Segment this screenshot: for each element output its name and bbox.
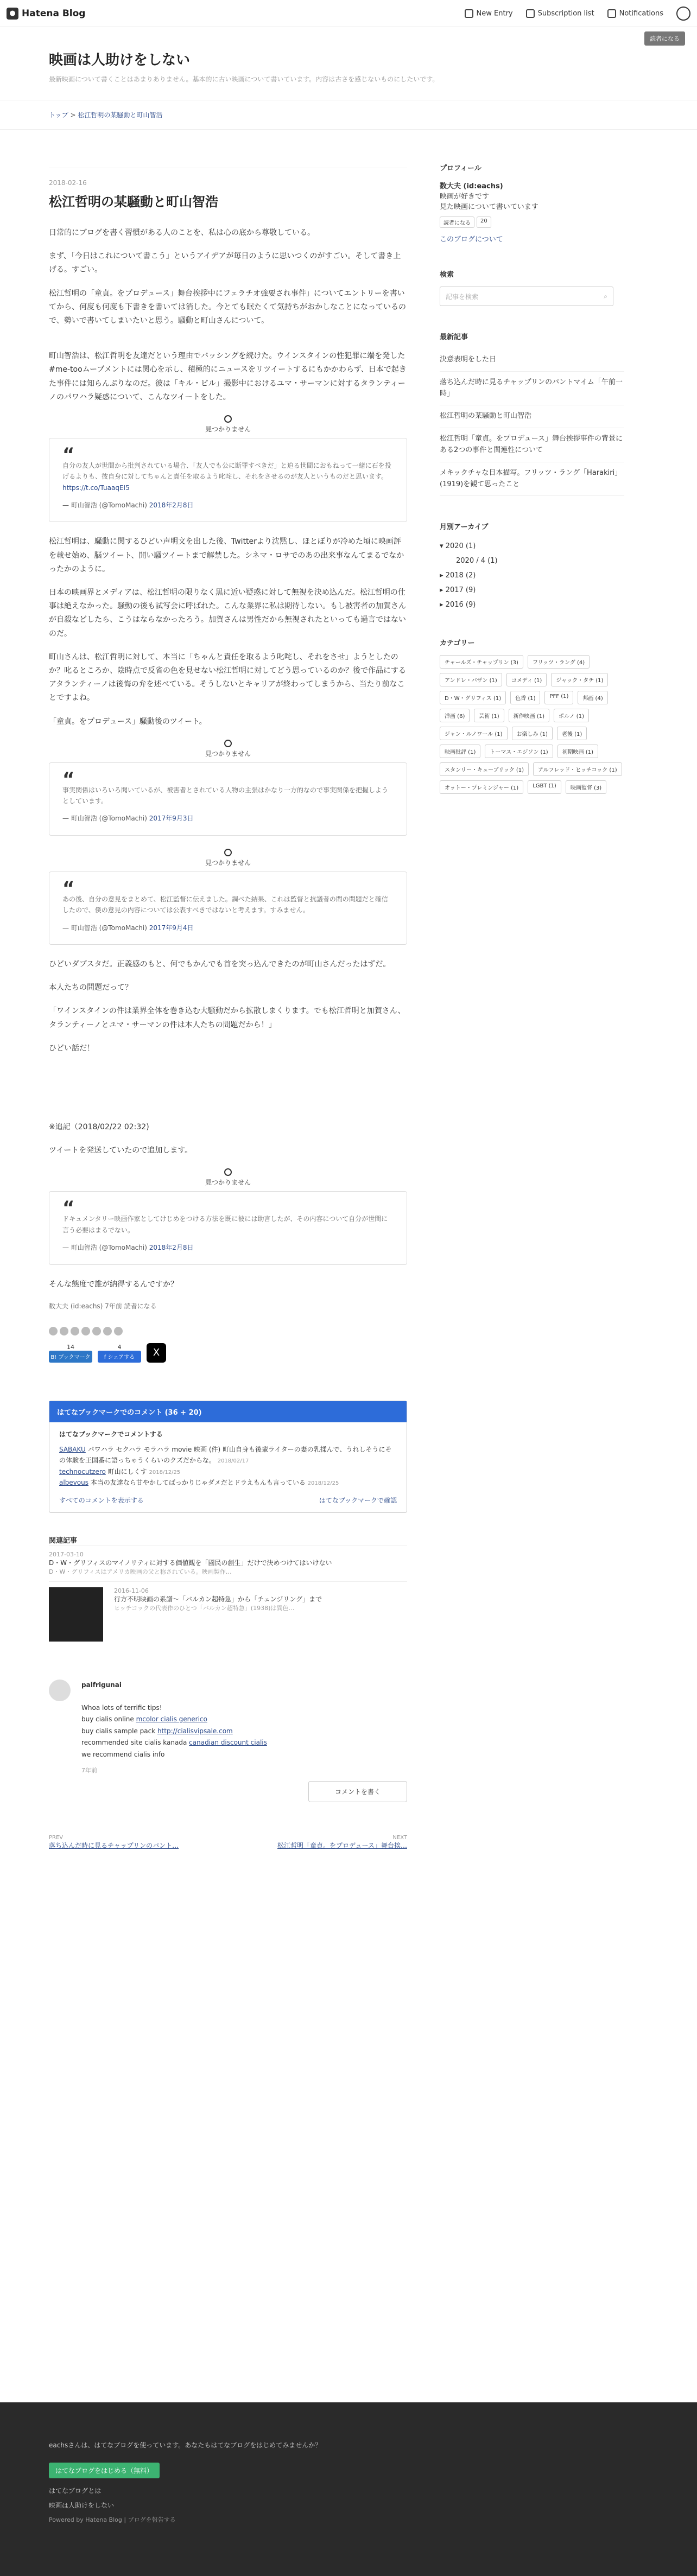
bookmark-user-icons (49, 1327, 407, 1335)
entry-body (49, 226, 407, 1292)
subscription-link[interactable]: Subscription list (526, 9, 594, 18)
paragraph: 「ワインスタインの件は業界全体を巻き込む大騒動だから拡散しまくります。でも松江哲明と加賀さん、タランティーノとユマ・サーマンの件は本人たちの問題だから！」 (49, 1007, 405, 1029)
blog-title[interactable]: 映画は人助けをしない (49, 52, 191, 68)
tweet-date-link[interactable]: 2017年9月4日 (149, 924, 194, 932)
category-tag[interactable]: D・W・グリフィス (1) (440, 691, 506, 704)
about-hatena-link[interactable]: はてなブログとは (49, 2487, 102, 2495)
paragraph: まず、「今日はこれについて書こう」というアイデアが毎日のように思いつくのがすごい。そして書き上げる。すごい。 (49, 252, 401, 275)
prev-entry-link[interactable]: 落ち込んだ時に見るチャップリンのパント… (49, 1842, 179, 1850)
category-tag[interactable]: コメディ (1) (506, 673, 547, 686)
commenter-name[interactable]: palfrigunai (81, 1681, 122, 1689)
show-all-comments[interactable]: すべてのコメントを表示する (59, 1496, 144, 1504)
bookmark-item: albevous 本当の友達なら甘やかしてばっかりじゃダメだとドラえもんも言っている 2018/12/25 (59, 1479, 339, 1487)
tweet-embed: “ 自分の友人が世間から批判されている場合、「友人でも公に断罪すべきだ」と迫る世間におもねって一緒に石を投げるよりも、彼自身に対してちゃんと責任を取るよう叱咤し、それをさせるのが友人というものだと思います。 https://t.co/TuaaqEI5 — 町山智浩 (@TomoMachi) 2018年2月8日 (49, 438, 407, 523)
blog-description: 最新映画について書くことはあまりありません。基本的に古い映画について書いています。内容は古さを感じないものにしたいです。 (49, 75, 439, 83)
archive-year[interactable]: ▸ 2018 (2) (440, 571, 476, 580)
tweet-embed: “ ドキュメンタリー映画作家としてけじめをつける方法を既に彼には助言したが、その内容について自分が世間に言う必要はまるでない。 — 町山智浩 (@TomoMachi) 2018年2月8日 (49, 1191, 407, 1264)
paragraph: ひどいダブスタだ。正義感のもと、何でもかんでも首を突っ込んできたのが町山さんだったはずだ。 (49, 960, 391, 969)
category-tag[interactable]: スタンリー・キューブリック (1) (440, 762, 529, 776)
category-tag[interactable]: 初期映画 (1) (557, 745, 598, 758)
user-icon[interactable] (81, 1327, 90, 1335)
x-share-button[interactable]: X (147, 1343, 166, 1363)
related-item[interactable]: 2017-03-10 D・W・グリフィスのマイノリティに対する価値観を「國民の創生」だけで決めつけてはいけない D・W・グリフィスはアメリカ映画の父と称されている。映画製作… (49, 1545, 407, 1581)
sidebar (440, 130, 624, 1910)
paragraph: 日本の映画界とメディアは、松江哲明の限りなく黒に近い疑惑に対して無視を決め込んだ。松江哲明の仕事は絶えなかった。騒動の後も試写会に呼ばれた。こんな業界に私は期待しない。もし被害者の加賀さんが自殺などしたら、こうはならなかったろう。加賀さんは男性だから無視されたといっても過言ではないのだ。 (49, 588, 406, 638)
share-buttons: 14 B! ブックマーク 4 f シェアする X (49, 1343, 407, 1363)
tweet-date-link[interactable]: 2017年9月3日 (149, 815, 194, 823)
paragraph: ツイートを発送していたので追加します。 (49, 1146, 193, 1155)
quote-icon: “ (62, 1197, 75, 1219)
info-icon (224, 740, 232, 747)
comment: palfrigunai Whoa lots of terrific tips! buy cialis online mcolor cialis generico buy cialis sample pack http://cialisvipsale.com recommended site cialis kanada canadian discount cialis we recommend cialis info 7年前 (49, 1680, 407, 1776)
add-bookmark-comment[interactable]: はてなブックマークでコメントする (59, 1430, 163, 1438)
user-icon[interactable] (60, 1327, 68, 1335)
category-tag[interactable]: 映画批評 (1) (440, 745, 480, 758)
category-module: カテゴリー チャールズ・チャップリン (3) フリッツ・ラング (4) アンドレ・バザン (1) コメディ (1) ジャック・タチ (1) D・W・グリフィス (1) 色香 (1) PFF (1) 邦画 (4) 洋画 (6) 芸術 (1) 新作映画 (1) ポルノ (1) ジャン・ルノワール (1) お楽しみ (1) 老後 (1) 映画批評 (1) トーマス・エジソン (1) 初期映画 (1) スタンリー・キューブリック (1) アルフレッド・ヒッチコック (1) オットー・プレミンジャー (1) LGBT (1) 映画監督 (3) (440, 637, 624, 794)
confirm-bookmark[interactable]: はてなブックマークで確認 (319, 1496, 397, 1504)
next-entry-link[interactable]: 松江哲明「童貞。をプロデュース」舞台挨… (277, 1842, 407, 1850)
embed-notfound: 見つかりません (49, 849, 407, 867)
bookmark-item: technocutzero 町山にしくす 2018/12/25 (59, 1467, 181, 1475)
breadcrumb: トップ > 松江哲明の某騒動と町山智浩 (0, 100, 697, 130)
category-tag[interactable]: ジャン・ルノワール (1) (440, 727, 508, 740)
breadcrumb-current[interactable]: 松江哲明の某騒動と町山智浩 (78, 111, 163, 119)
bookmark-item: SABAKU パワハラ セクハラ モラハラ movie 映画 (件) 町山自身も後輩ライターの妻の乳揉んで、うれしそうにその体験を王国番に語っちゃうくらいのクズだからな。 2018/02/17 (59, 1446, 392, 1465)
category-tag[interactable]: お楽しみ (1) (512, 727, 553, 740)
hatena-logo-icon: ● (7, 8, 18, 20)
tweet-embed: “ 事実関係はいろいろ聞いているが、被害者とされている人物の主張はかなり一方的なので事実関係を把握しようとしています。 — 町山智浩 (@TomoMachi) 2017年9月3日 (49, 762, 407, 836)
profile-name[interactable]: 数大夫 (id:eachs) (440, 182, 503, 190)
paragraph: 「童貞。をプロデュース」騒動後のツイート。 (49, 717, 207, 726)
user-icon[interactable] (71, 1327, 79, 1335)
main-column (49, 130, 407, 1910)
user-icon[interactable] (103, 1327, 112, 1335)
pager: PREV 落ち込んだ時に見るチャップリンのパント… NEXT 松江哲明「童貞。をプロデュース」舞台挨… (49, 1835, 407, 1850)
category-tag[interactable]: フリッツ・ラング (4) (528, 655, 590, 669)
about-blog-link[interactable]: このブログについて (440, 236, 503, 244)
entry-title[interactable]: 松江哲明の某騒動と町山智浩 (49, 194, 218, 209)
bookmark-comments (49, 1401, 407, 1513)
bookmark-comments-header: はてなブックマークでのコメント (36 + 20) (49, 1401, 407, 1422)
paragraph: 町山さんは、松江哲明に対して、本当に「ちゃんと責任を取るよう叱咤し、それをさせ」ようとしたのか？叱るところか、陰時点で反省の色を見せない松江哲明に対してどう思っているのか？後で作品にするアタランティーノは後悔の弁を述べている。そうしないとキャリアが終わってしまうから、当たり前なことですよね。 (49, 652, 406, 703)
paragraph: 松江哲明の「童貞。をプロデュース」舞台挨拶中にフェラチオ強要され事件」についてエントリーを書いてから、何度も何度も下書きを書いては消した。今とても眠たくて気持ちがおかしなことになっているので、勢いで書いてしまいたいと思う。騒動と町山さんについて。 (49, 289, 406, 325)
new-entry-link[interactable]: New Entry (465, 9, 513, 18)
search-module: 検索 記事を検索 ⌕ (440, 269, 624, 306)
paragraph: 町山智浩は、松江哲明を友達だという理由でバッシングを続けた。ウインスタインの性犯罪に端を発した#me-tooムーブメントには関心を示し、積極的にニュースをリツイートするにもかかわらず、日本で起きた事件には知らんぷりなのだ。彼は「キル・ビル」撮影中におけるユマ・サーマンに対するタランティーノのパワハラ疑惑について、こんなツイートをした。 (49, 352, 407, 402)
category-tag[interactable]: 邦画 (4) (578, 691, 607, 704)
paragraph: ひどい話だ！ (49, 1044, 94, 1053)
recent-item[interactable]: 松江哲明の某騒動と町山智浩 (440, 405, 624, 428)
top-links (465, 7, 690, 21)
recent-item[interactable]: 落ち込んだ時に見るチャップリンのパントマイム「午前一時」 (440, 372, 624, 406)
footer: eachsさんは、はてなブログを使っています。あなたもはてなブログをはじめてみませんか？ はてなブログをはじめる（無料） はてなブログとは 映画は人助けをしない Powered by Hatena Blog | ブログを報告する (0, 2402, 697, 2576)
category-tag[interactable]: 新作映画 (1) (509, 709, 549, 722)
category-tag[interactable]: アルフレッド・ヒッチコック (1) (533, 762, 622, 776)
bell-icon (607, 9, 616, 18)
category-tag[interactable]: 洋画 (6) (440, 709, 470, 722)
info-icon (224, 849, 232, 856)
embed-notfound: 見つかりません (49, 415, 407, 434)
paragraph: 日常的にブログを書く習慣がある人のことを、私は心の底から尊敬している。 (49, 228, 315, 237)
archive-year[interactable]: ▾ 2020 (1) (440, 542, 476, 551)
archive-year[interactable]: ▸ 2016 (9) (440, 601, 476, 609)
recent-item[interactable]: 決意表明をした日 (440, 349, 624, 372)
category-tag[interactable]: 芸術 (1) (474, 709, 504, 722)
category-tag[interactable]: ポルノ (1) (554, 709, 589, 722)
breadcrumb-top[interactable]: トップ (49, 111, 68, 119)
info-icon (224, 415, 232, 423)
category-tag[interactable]: 映画監督 (3) (566, 780, 606, 794)
logo-text: Hatena Blog (22, 8, 86, 19)
archive-module: 月別アーカイブ ▾ 2020 (1) 2020 / 4 (1) ▸ 2018 (2) ▸ 2017 (9) ▸ 2016 (9) (440, 521, 624, 612)
paragraph: 松江哲明は、騒動に関するひどい声明文を出した後、Twitterより沈黙し、ほとぼりが冷めた頃に映画評を載せ始め、脳ツイート、開い騒ツイートまで解禁した。シネマ・ロサでのあの出来事なんてまるでなかったかのように。 (49, 537, 404, 574)
category-tag[interactable]: トーマス・エジソン (1) (485, 745, 553, 758)
subscribe-button[interactable]: 読者になる (644, 31, 685, 46)
embed-notfound: 見つかりません (49, 740, 407, 758)
facebook-share-button[interactable]: f シェアする (98, 1351, 141, 1363)
list-icon (526, 9, 535, 18)
hatena-bookmark-button[interactable]: B! ブックマーク (49, 1351, 92, 1363)
start-blog-button[interactable]: はてなブログをはじめる（無料） (49, 2463, 160, 2478)
category-tag[interactable]: 色香 (1) (510, 691, 540, 704)
user-icon[interactable] (92, 1327, 101, 1335)
notifications-link[interactable]: Notifications (607, 9, 663, 18)
quote-icon: “ (62, 443, 75, 466)
user-icon[interactable] (114, 1327, 123, 1335)
hatena-logo[interactable] (7, 8, 85, 20)
quote-icon: “ (62, 877, 75, 899)
category-tag[interactable]: オットー・プレミンジャー (1) (440, 780, 523, 794)
follow-button[interactable]: 読者になる 20 (440, 217, 491, 228)
user-avatar[interactable] (676, 7, 690, 21)
search-icon[interactable]: ⌕ (604, 292, 607, 300)
category-tag[interactable]: アンドレ・バザン (1) (440, 673, 502, 686)
pencil-icon (465, 9, 473, 18)
related-thumbnail[interactable] (49, 1587, 103, 1642)
category-tag[interactable]: ジャック・タチ (1) (551, 673, 608, 686)
entry-meta: 数大夫 (id:eachs) 7年前 読者になる (49, 1302, 157, 1310)
tweet-date-link[interactable]: 2018年2月8日 (149, 1244, 194, 1252)
tweet-link[interactable]: https://t.co/TuaaqEI5 (62, 484, 130, 492)
paragraph: そんな態度で誰が納得するんですか？ (49, 1280, 178, 1289)
write-comment-button[interactable]: コメントを書く (308, 1781, 407, 1802)
footer-blog-title[interactable]: 映画は人助けをしない (49, 2502, 115, 2509)
recent-module: 最新記事 決意表明をした日 落ち込んだ時に見るチャップリンのパントマイム「午前一時」 松江哲明の某騒動と町山智浩 松江哲明「童貞。をプロデュース」舞台挨拶事件の背景にある2つの事件と関連性について メキックチャな日本描写。フリッツ・ラング「Harakiri」(1919)を観て思ったこと (440, 331, 624, 496)
category-tag[interactable]: 老後 (1) (557, 727, 587, 740)
paragraph: 本人たちの問題だって？ (49, 983, 132, 993)
entry-date[interactable]: 2018-02-16 (49, 168, 407, 187)
addendum: ※追記（2018/02/22 02:32) (49, 1122, 149, 1131)
related-heading: 関連記事 (49, 1537, 78, 1545)
tweet-date-link[interactable]: 2018年2月8日 (149, 501, 194, 510)
global-header (0, 0, 697, 27)
info-icon (224, 1168, 232, 1176)
category-tag[interactable]: LGBT (1) (528, 780, 561, 794)
recent-item[interactable]: 松江哲明「童貞。をプロデュース」舞台挨拶事件の背景にある2つの事件と関連性について (440, 428, 624, 462)
category-tag[interactable]: PFF (1) (544, 691, 573, 704)
user-icon[interactable] (49, 1327, 58, 1335)
search-input[interactable]: 記事を検索 ⌕ (440, 287, 613, 306)
tweet-embed: “ あの後、自分の意見をまとめて、松江監督に伝えました。調べた結果、これは監督と抗議者の間の問題だと確信したので、僕の意見の内容については公表すべきではないと考えます。すみません。 — 町山智浩 (@TomoMachi) 2017年9月4日 (49, 872, 407, 945)
profile-module: プロフィール 数大夫 (id:eachs) 映画が好きです 見た映画について書いています 読者になる 20 このブログについて (440, 162, 624, 244)
commenter-avatar[interactable] (49, 1680, 71, 1701)
related-item[interactable]: 2016-11-06 行方不明映画の系譜〜「バルカン超特急」から「チェンジリング」まで ヒッチコックの代表作のひとつ「バルカン超特急」(1938)は異色… (49, 1581, 407, 1647)
quote-icon: “ (62, 768, 75, 790)
category-tag[interactable]: チャールズ・チャップリン (3) (440, 655, 523, 669)
archive-month[interactable]: 2020 / 4 (1) (456, 557, 498, 565)
category-list (440, 655, 624, 794)
blog-header (0, 27, 697, 100)
recent-item[interactable]: メキックチャな日本描写。フリッツ・ラング「Harakiri」(1919)を観て思ったこと (440, 462, 624, 497)
embed-notfound: 見つかりません (49, 1168, 407, 1187)
archive-year[interactable]: ▸ 2017 (9) (440, 586, 476, 595)
